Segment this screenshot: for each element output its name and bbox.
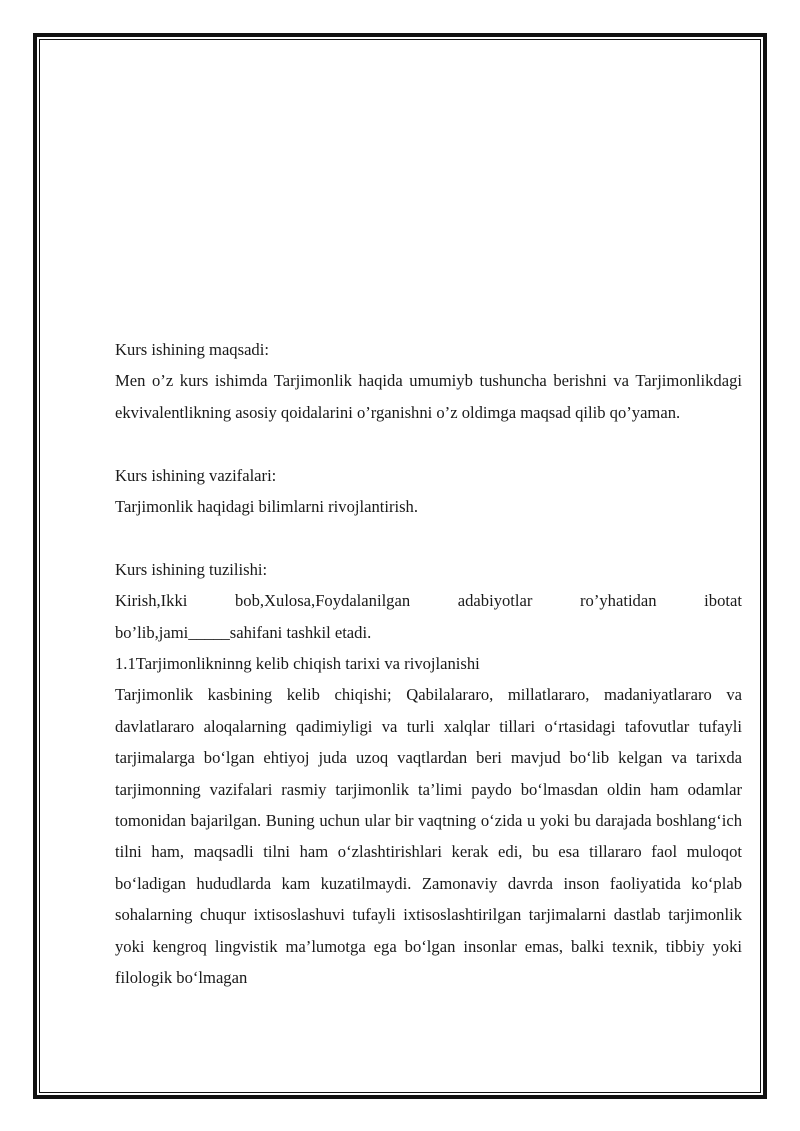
section-title: 1.1Tarjimonlikninng kelib chiqish tarixi va rivojlanishi [115, 654, 480, 674]
goal-paragraph: Men o’z kurs ishimda Tarjimonlik haqida umumiyb tushuncha berishni va Tarjimonlikdagi ekvivalentlikning asosiy qoidalarini o’rganishni o’z oldimga maqsad qilib qo’yaman. [115, 371, 742, 422]
structure-line-1 [115, 585, 742, 616]
document-body [115, 334, 742, 994]
spacer [115, 428, 742, 459]
structure-word: adabiyotlar [457, 591, 533, 611]
structure-word: bob,Xulosa,Foydalanilgan [235, 591, 411, 611]
tasks-paragraph: Tarjimonlik haqidagi bilimlarni rivojlantirish. [115, 497, 419, 517]
spacer [115, 522, 742, 553]
structure-line-2: bo’lib,jami_____sahifani tashkil etadi. [115, 622, 372, 642]
structure-word: ibotat [704, 591, 742, 611]
section-body: Tarjimonlik kasbining kelib chiqishi; Qabilalararo, millatlararo, madaniyatlararo va davlatlararo aloqalarning qadimiyligi va turli xalqlar tillari o‘rtasidagi tafovutlar tufayli tarjimalarga bo‘lgan ehtiyoj juda uzoq vaqtlardan beri mavjud bo‘lib kelgan va tarixda tarjimonning vazifalari rasmiy tarjimonlik ta’limi paydo bo‘lmasdan oldin ham odamlar tomonidan bajarilgan. Buning uchun ular bir vaqtning o‘zida u yoki bu darajada boshlang‘ich tilni ham, maqsadli tilni ham o‘zlashtirishlari kerak edi, bu esa tillararo faol muloqot bo‘ladigan hududlarda kam kuzatilmaydi. Zamonaviy davrda inson faoliyatida ko‘plab sohalarning chuqur ixtisoslashuvi tufayli ixtisoslashtirilgan tarjimalarni dastlab tarjimonlik yoki kengroq lingvistik ma’lumotga ega bo‘lgan insonlar emas, balki texnik, tibbiy yoki filologik bo‘lmagan [115, 685, 742, 988]
goal-heading: Kurs ishining maqsadi: [115, 340, 269, 359]
structure-word: ro’yhatidan [580, 591, 657, 611]
structure-heading: Kurs ishining tuzilishi: [115, 559, 268, 579]
structure-word: Kirish,Ikki [115, 591, 188, 611]
tasks-heading: Kurs ishining vazifalari: [115, 465, 277, 485]
